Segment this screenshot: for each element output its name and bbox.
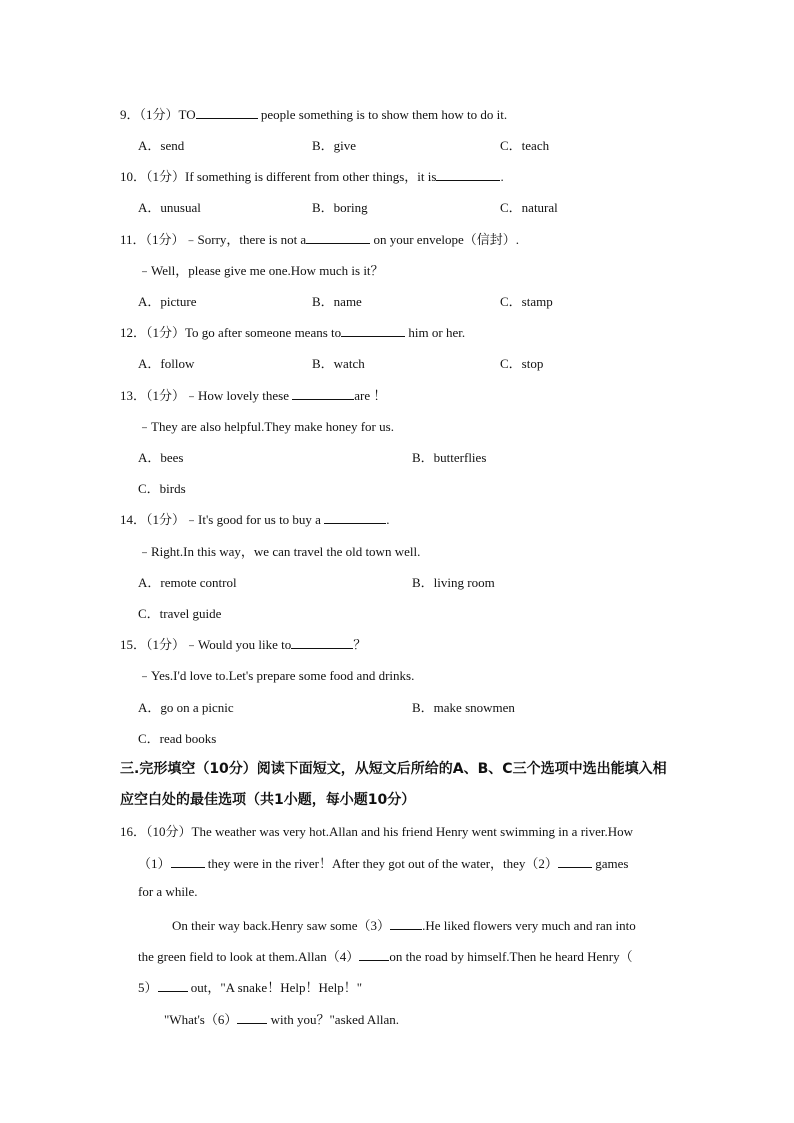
question-number: 14．（1分）: [120, 512, 186, 527]
passage-text: the green field to look at them.Allan（4）: [138, 949, 360, 964]
answer-blank: [292, 387, 354, 400]
answer-blank: [291, 636, 353, 649]
answer-blank: [436, 168, 500, 181]
passage-text: .He liked flowers very much and ran into: [422, 918, 636, 933]
option-c[interactable]: C．teach: [500, 138, 550, 153]
question-number: 13．（1分）: [120, 388, 186, 403]
option-a[interactable]: A．send: [138, 138, 185, 153]
option-b[interactable]: B．butterflies: [412, 450, 487, 465]
passage-line-7: [164, 1009, 399, 1028]
passage-line-5: [138, 946, 633, 965]
question-stem-end: him or her.: [405, 325, 466, 340]
question-9: [120, 104, 507, 123]
option-a[interactable]: A．bees: [138, 450, 184, 465]
question-number: 11．（1分）: [120, 232, 185, 247]
option-b[interactable]: B．give: [312, 138, 357, 153]
option-b[interactable]: B．living room: [412, 575, 495, 590]
option-b[interactable]: B．watch: [312, 356, 365, 371]
passage-text: out，"A snake！Help！Help！": [187, 980, 363, 995]
option-c[interactable]: C．natural: [500, 200, 558, 215]
cloze-blank: [359, 948, 389, 961]
question-number: 16．（10分）: [120, 824, 192, 839]
option-a[interactable]: A．go on a picnic: [138, 700, 234, 715]
question-number: 10．（1分）: [120, 169, 186, 184]
passage-line-6: [138, 977, 362, 996]
option-a[interactable]: A．remote control: [138, 575, 237, 590]
option-b[interactable]: B．boring: [312, 200, 368, 215]
option-c[interactable]: C．stamp: [500, 294, 553, 309]
passage-text: On their way back.Henry saw some（3）: [172, 918, 391, 933]
question-11: [120, 229, 519, 248]
answer-blank: [196, 106, 258, 119]
passage-line-3: for a while.: [138, 884, 198, 899]
option-c[interactable]: C．stop: [500, 356, 544, 371]
passage-text: The weather was very hot.Allan and his friend Henry went swimming in a river.How: [191, 824, 634, 839]
answer-blank: [341, 324, 405, 337]
question-stem-end: ？: [353, 637, 367, 652]
question-10: [120, 166, 504, 185]
question-stem-start: ﹣It's good for us to buy a: [185, 512, 325, 527]
passage-text: games: [591, 856, 629, 871]
answer-blank: [324, 511, 386, 524]
option-a[interactable]: A．follow: [138, 356, 195, 371]
question-15: [120, 634, 366, 653]
dialogue-reply: ﹣Yes.I'd love to.Let's prepare some food and drinks.: [138, 668, 415, 683]
blank-number: （1）: [138, 856, 171, 871]
cloze-blank: [558, 855, 592, 868]
option-b[interactable]: B．name: [312, 294, 362, 309]
passage-line-2: [138, 853, 628, 872]
passage-text: 5）: [138, 980, 158, 995]
answer-blank: [306, 231, 370, 244]
question-stem-end: on your envelope（信封）.: [370, 232, 519, 247]
question-12: [120, 322, 465, 341]
question-stem-end: are ！: [354, 388, 387, 403]
section-heading-cont: 应空白处的最佳选项（共1小题，每小题10分）: [120, 792, 416, 808]
cloze-blank: [158, 979, 188, 992]
dialogue-reply: ﹣Right.In this way，we can travel the old town well.: [138, 544, 421, 559]
question-stem-start: TO: [178, 107, 196, 122]
option-c[interactable]: C．birds: [138, 481, 186, 496]
passage-text: on the road by himself.Then he heard Henry（: [389, 949, 633, 964]
passage-text: with you？"asked Allan.: [267, 1012, 400, 1027]
dialogue-reply: ﹣Well，please give me one.How much is it？: [138, 263, 384, 278]
question-stem-start: ﹣Sorry，there is not a: [184, 232, 307, 247]
option-b[interactable]: B．make snowmen: [412, 700, 515, 715]
passage-line-4: [172, 915, 636, 934]
cloze-blank: [390, 917, 422, 930]
question-stem-end: .: [500, 169, 504, 184]
question-stem-start: ﹣Would you like to: [185, 637, 292, 652]
dialogue-reply: ﹣They are also helpful.They make honey for us.: [138, 419, 394, 434]
passage-text: they were in the river！After they got out of the water，they（2）: [204, 856, 558, 871]
question-number: 15．（1分）: [120, 637, 186, 652]
question-13: [120, 385, 386, 404]
passage-text: "What's（6）: [164, 1012, 238, 1027]
cloze-blank: [237, 1011, 267, 1024]
cloze-blank: [171, 855, 205, 868]
question-stem-end: .: [386, 512, 390, 527]
question-stem-start: If something is different from other things，it is: [185, 169, 437, 184]
passage-line-1: [120, 821, 633, 840]
section-heading: 三.完形填空（10分）阅读下面短文，从短文后所给的A、B、C三个选项中选出能填入相: [120, 761, 667, 777]
question-number: 9．（1分）: [120, 107, 179, 122]
question-number: 12．（1分）: [120, 325, 186, 340]
option-c[interactable]: C．travel guide: [138, 606, 222, 621]
question-stem-start: ﹣How lovely these: [185, 388, 293, 403]
question-stem-end: people something is to show them how to do it.: [257, 107, 508, 122]
question-stem-start: To go after someone means to: [185, 325, 342, 340]
question-14: [120, 509, 389, 528]
option-a[interactable]: A．picture: [138, 294, 197, 309]
option-c[interactable]: C．read books: [138, 731, 217, 746]
option-a[interactable]: A．unusual: [138, 200, 201, 215]
